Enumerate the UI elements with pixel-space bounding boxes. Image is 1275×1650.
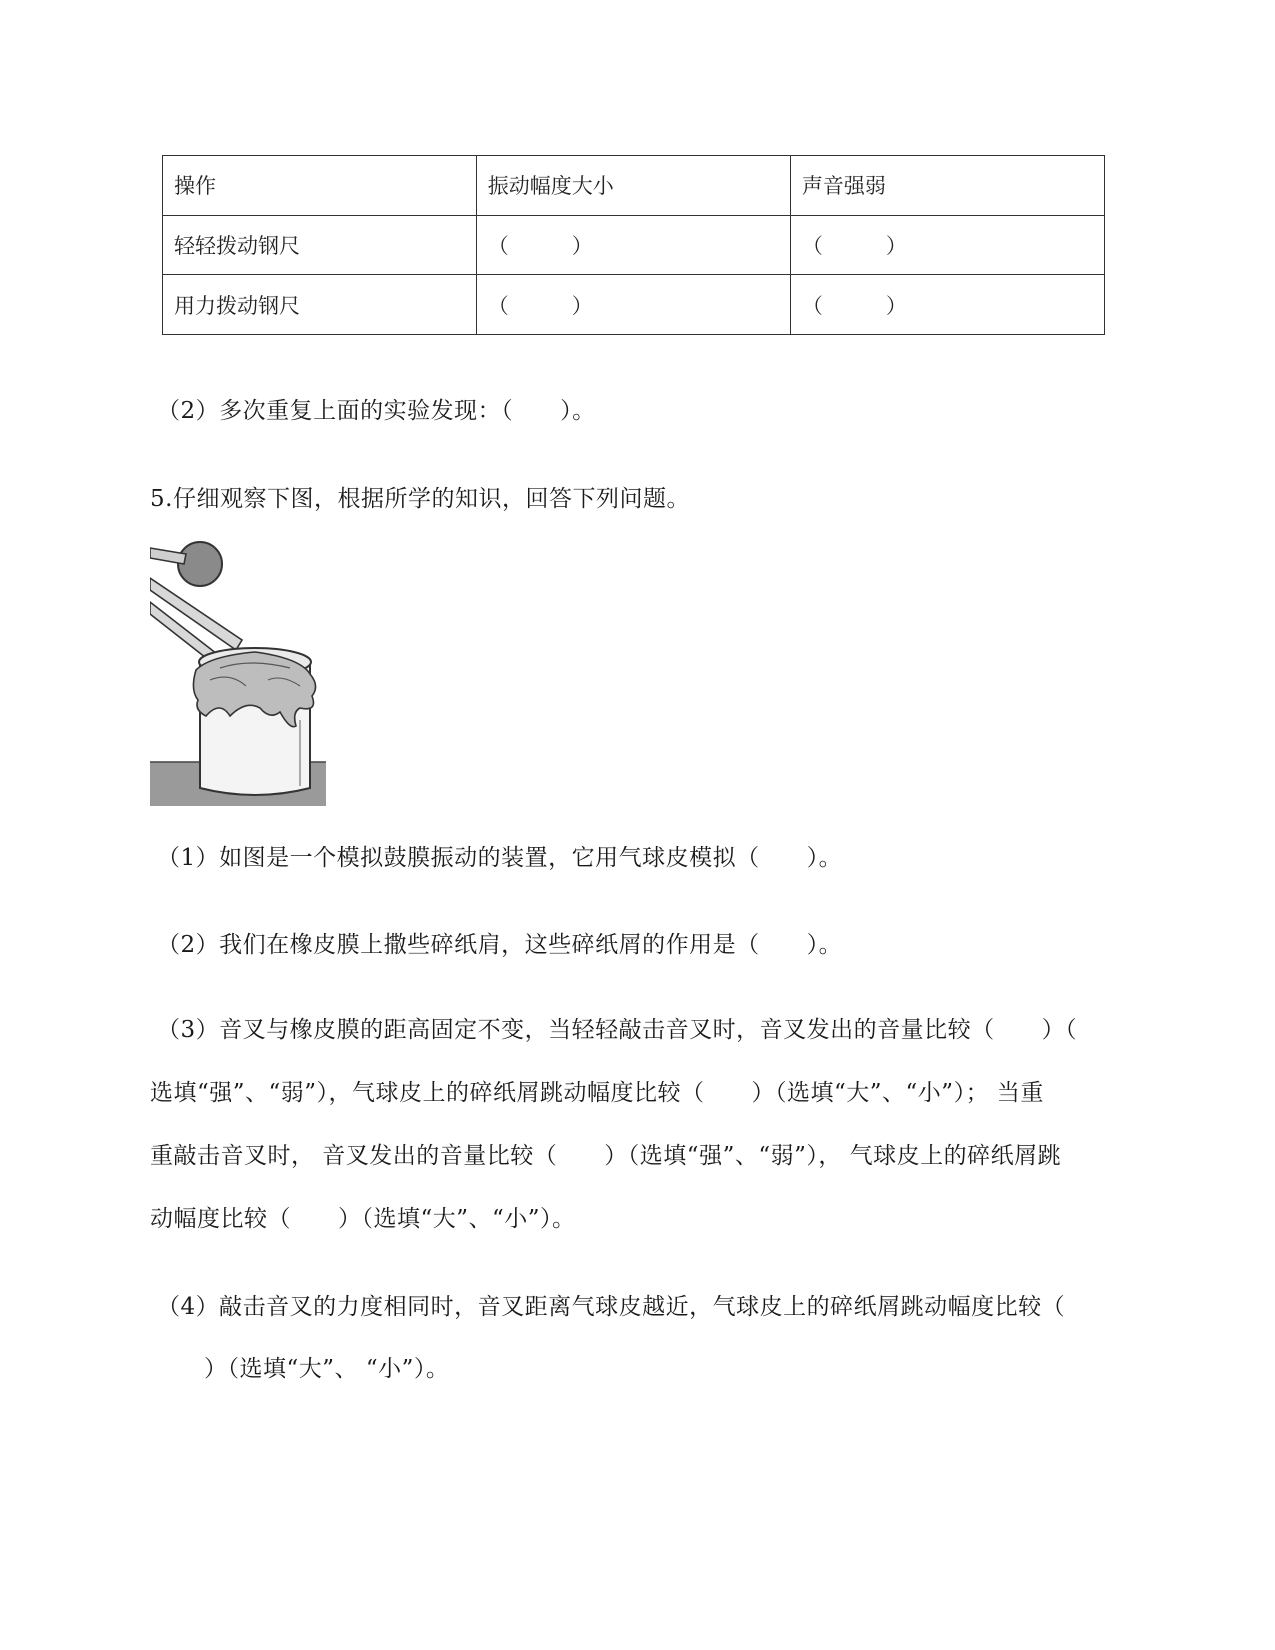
question-5-3-line-3: 重敲击音叉时， 音叉发出的音量比较（ ）（选填“强”、“弱”）， 气球皮上的碎纸屑跳: [150, 1143, 1062, 1169]
question-5-4-line-2: ）（选填“大”、 “小”）。: [157, 1356, 450, 1382]
question-5-2: （2）我们在橡皮膜上撒些碎纸肩，这些碎纸屑的作用是（ ）。: [157, 932, 843, 958]
question-5-3-line-4: 动幅度比较（ ）（选填“大”、“小”）。: [150, 1206, 576, 1232]
table-header-cell: 声音强弱: [790, 156, 1104, 216]
question-5-3-line-1: （3）音叉与橡皮膜的距高固定不变，当轻轻敲击音叉时，音叉发出的音量比较（ ）（: [157, 1017, 1078, 1043]
table-cell: 用力拨动钢尺: [163, 275, 477, 335]
table-header-cell: 振动幅度大小: [476, 156, 790, 216]
tuning-fork-drum-illustration: [150, 540, 326, 806]
table-header-row: [163, 156, 1105, 216]
table-cell: 轻轻拨动钢尺: [163, 215, 477, 275]
question-5-1: （1）如图是一个模拟鼓膜振动的装置，它用气球皮模拟（ ）。: [157, 845, 843, 871]
table-row: [163, 215, 1105, 275]
question-5-title: 5.仔细观察下图，根据所学的知识，回答下列问题。: [150, 486, 690, 512]
table-row: [163, 275, 1105, 335]
question-5-4-line-1: （4）敲击音叉的力度相同时，音叉距离气球皮越近，气球皮上的碎纸屑跳动幅度比较（: [157, 1294, 1066, 1320]
question-4-2: （2）多次重复上面的实验发现：（ ）。: [157, 398, 596, 424]
answer-blank[interactable]: （ ）: [476, 275, 790, 335]
experiment-table: [162, 155, 1105, 335]
question-5-3-line-2: 选填“强”、“弱”），气球皮上的碎纸屑跳动幅度比较（ ）（选填“大”、“小”）； 当重: [150, 1080, 1044, 1106]
answer-blank[interactable]: （ ）: [790, 275, 1104, 335]
answer-blank[interactable]: （ ）: [476, 215, 790, 275]
answer-blank[interactable]: （ ）: [790, 215, 1104, 275]
table-header-cell: 操作: [163, 156, 477, 216]
